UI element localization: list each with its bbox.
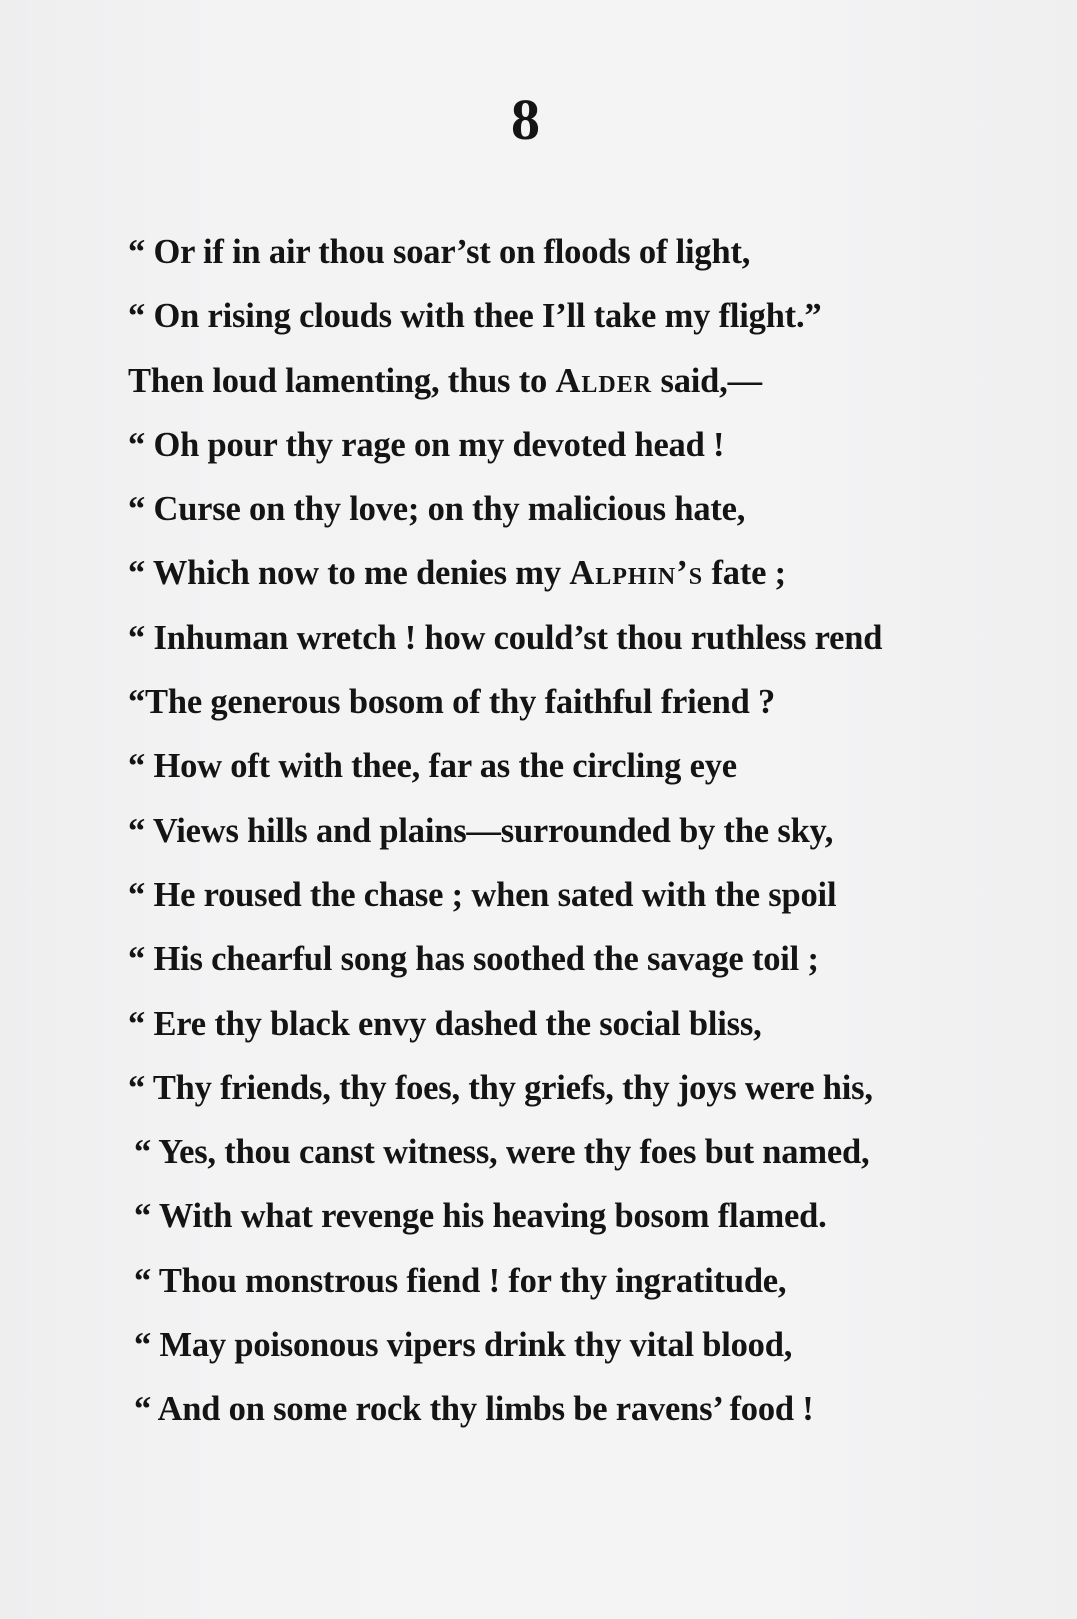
verse-line-13: “ Ere thy black envy dashed the social bliss, [128, 1004, 762, 1043]
verse-line-1: “ Or if in air thou soar’st on floods of light, [128, 233, 751, 271]
verse-line-10: “ Views hills and plains—surrounded by the sky, [128, 811, 834, 850]
verse-line-3 [128, 349, 1048, 413]
verse-line-6-before: “ Which now to me denies my [128, 554, 570, 593]
verse-line-4: “ Oh pour thy rage on my devoted head ! [128, 425, 725, 464]
poem-verse [128, 220, 1048, 1442]
verse-line-14: “ Thy friends, thy foes, thy griefs, thy joys were his, [128, 1068, 873, 1107]
verse-line-9: “ How oft with thee, far as the circling eye [128, 747, 737, 786]
verse-line-8: “The generous bosom of thy faithful friend ? [128, 683, 776, 722]
name-alder: Alder [555, 361, 653, 400]
verse-line-3-after: said,— [652, 361, 762, 400]
verse-line-15: “ Yes, thou canst witness, were thy foes but named, [134, 1133, 870, 1172]
verse-line-11: “ He roused the chase ; when sated with the spoil [128, 875, 837, 914]
verse-line-6 [128, 541, 1048, 605]
verse-line-6-after: fate ; [703, 554, 786, 593]
verse-line-7: “ Inhuman wretch ! how could’st thou ruthless rend [128, 618, 883, 657]
verse-line-19: “ And on some rock thy limbs be ravens’ food ! [134, 1390, 814, 1429]
verse-line-5: “ Curse on thy love; on thy malicious hate, [128, 490, 746, 529]
verse-line-17: “ Thou monstrous fiend ! for thy ingratitude, [134, 1261, 787, 1300]
page-number: 8 [511, 87, 541, 152]
verse-line-3-before: Then loud lamenting, thus to [128, 361, 556, 400]
verse-line-12: “ His chearful song has soothed the savage toil ; [128, 940, 819, 979]
verse-line-18: “ May poisonous vipers drink thy vital blood, [134, 1326, 793, 1365]
verse-line-2: “ On rising clouds with thee I’ll take my flight.” [128, 297, 822, 336]
verse-line-16: “ With what revenge his heaving bosom flamed. [134, 1197, 827, 1236]
name-alphin: Alphin’s [569, 554, 704, 593]
